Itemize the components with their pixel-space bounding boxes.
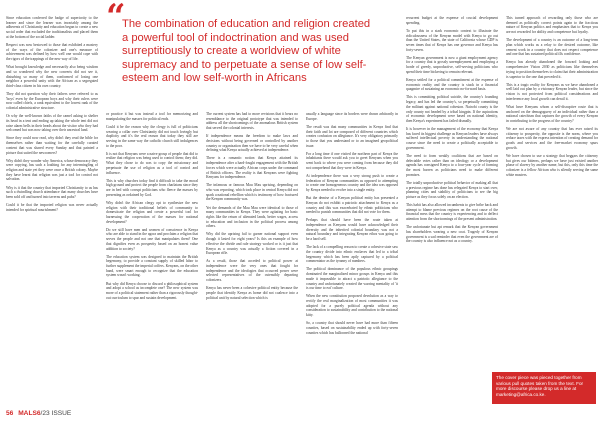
article-paragraph: It is not that Kenyans were a naive group of people that did to realize that religion was being used to control them; they did. What they chose to do was to copy the missionary and perpetuate the use of religion as a tool of control and influence. — [106, 151, 198, 175]
article-paragraph: usually a language since its borders were drawn arbitrarily in Europe. — [306, 112, 398, 121]
article-paragraph: When the new constitution proposed devolution as a way to rectify the real marginalization of most communities it was adopted for a purely political agenda without any consideration to sustainability and contribution to the national kitty. — [306, 294, 398, 318]
magazine-brand: MALS6 — [18, 410, 41, 417]
page-footer — [6, 409, 71, 419]
article-paragraph: To put this in a stark economic context to illustrate the ridiculousness of the Kenyan model with Kenya to go out than the United States, the state of California whose GDP is seven times that of Kenya has one governor and Kenya has forty-seven. — [406, 28, 498, 52]
column-6-paragraphs — [506, 16, 598, 177]
article-paragraph: The need to form weakly coalitions that are based on delectable votes rather than on ideology or a development agenda has consigned Kenya to a four-year cycle of forming the most barren as politicians need to make different promises. — [406, 153, 498, 177]
article-paragraph: Or why the well-known faiths of the camel asking to shelter its head in a tent and ending up taking the whole tent did not raise alarm bells in their heads about the visitor who they had welcomed but was now taking over their ancestral land. — [6, 114, 98, 133]
article-paragraph: But why did Kenya choose to discard a philosophical system and adopt a school as incomplete one? The new system was more of a political statement rather than a rigorously thought-out curriculum to spur and sustain development. — [106, 281, 198, 300]
quote-mark-icon: “ — [106, 0, 126, 37]
column-3-paragraphs — [206, 112, 298, 300]
column-1-paragraphs — [6, 16, 98, 212]
article-paragraph: So, a country that should never have had more than fifteen counties, based on sustainability ended up with forty-seven counties which has ballooned the national — [306, 321, 398, 335]
column-1 — [6, 16, 98, 400]
article-paragraph: The infamous or famous Mau Mau uprising, depending on who was reporting, which took place in central Kenya did not spark a national rebellion which is testimony of how fractured the Kenyan community was. — [206, 183, 298, 202]
column-3 — [206, 112, 298, 400]
cover-note-callout — [492, 372, 596, 404]
article-paragraph: This is why churches today find it difficult to take the moral high ground and protect the people from charlatans since they are in bed with corrupt politicians who fleece the masses by presenting as ordained by God. — [106, 178, 198, 197]
article-paragraph: or practice it but was instead a tool for memorizing and manipulating the masses for political ends. — [106, 112, 198, 121]
article-paragraph: The education system was designed to maintain the British hegemony, to provide a constant supply of skilled labor to further supplement the imperial coffers. Kenyans, on the other hand, were smart enough to recognize that the education system wasn't working. — [106, 254, 198, 278]
article-paragraph: If independence means the freedom to make laws and decisions without being governed or controlled by another country or organization then we have to be very careful when defining what Kenya actually achieved at independence. — [206, 134, 298, 153]
article-paragraph: This is committing political suicide, the country's founding legacy, and has led the country's, so perpetually committing the militant against national cohesion. Nairobi county is the only county not headed by a tribal kingpin. If the aspirations of economic development were based on national identity, then Kenya's experiment has failed dismally. — [406, 95, 498, 123]
article-paragraph: The current system has had to more revisions that it bears no resemblance to the original prototype that was intended to address all the shortcomings of the anomalous British system that served the colonial interests. — [206, 112, 298, 131]
article-paragraph: Since education conferred the badge of superiority to the learner and since the learner was invariably among the adherents of Christianity and education began to create a new social order that excluded the traditionalists and placed them at the bottom of the social ladder. — [6, 16, 98, 39]
pull-quote — [106, 0, 376, 108]
column-4-paragraphs — [306, 112, 398, 335]
article-paragraph: We are not aware of any country that has ever raised its citizenry to prosperity, the opposite is the norm, where you reduce taxes with the express intention of creating demand for goods and services and the free-market economy spurs growth. — [506, 127, 598, 150]
article-paragraph: This turned approach of rewarding only those who are deemed as politically correct points again to the fractious nature of Kenyan politics and emphasizes that to Kenya you are not rewarded for ability and competence but loyalty. — [506, 16, 598, 35]
article-paragraph: Perhaps that should have been the route taken at independence as Kenyans would have acknowledged their diversity and the inherited colonial boundary was not a natural boundary and integrating Kenyan ethos was going to be a hard sell. — [306, 218, 398, 242]
article-paragraph: For a long time if one visited the northern part of Kenya the inhabitants there would ask you to greet Kenyans when you went back to where you were coming from because they did not comprehend that they were in Kenya. — [306, 151, 398, 170]
article-paragraph: It is however in the management of the economy that Kenya has faced its biggest challenge as Kenyan leaders have always suffered intellectual poverty in understanding the national course since the need to create a politically acceptable to government. — [406, 127, 498, 150]
column-2 — [106, 112, 198, 400]
article-paragraph: Respect was now bestowed to those that exhibited a mastery of the ways of the colonizer and one's measure of achievement was defined by how well one would cope with the rigors of the trappings of the new way of life. — [6, 42, 98, 62]
article-paragraph: But the demise of a Kenyan political entity has presented a Kenyan do not exhibit a patriotic attachment to Kenya as a country and this was exacerbated by ethnic politicians who needed to punish communities that did not vote for them. — [306, 196, 398, 215]
article-paragraph: Yet the demands of the Mau Mau were identical to those of many communities in Kenya. They were agitating for basic rights like the return of alienated lands, better wages, access to education and inclusion in the political process among others. — [206, 205, 298, 229]
article-paragraph: We have chosen to use a strategy that beggars the citizenry but gives our bitterns, perhaps we have just existed another phase of slavery by another name, but this, only this time the colonizer is a fellow African who is silently serving the same white masters. — [506, 153, 598, 177]
article-paragraph: They did not question why their fathers were referred to as 'boys' even by the European boys and why their rulers were now called chiefs, a rank equivalent to the lowest rank of the colonial administrative structure. — [6, 92, 98, 111]
column-5-paragraphs — [406, 16, 498, 244]
column-5 — [406, 16, 498, 400]
article-paragraph: This is a tragic reality for Kenyans as we have abandoned a well laid out plan by a visionary Kenyan leader, but since the vision is not protected from political considerations and interference any local growth can derail it. — [506, 82, 598, 101]
article-paragraph: Why didn't the African clergy opt to synthesize the new religion with their traditional beliefs of community to domesticate the religion and create a powerful tool for harnessing the cooperation of the masses for national development? — [106, 200, 198, 224]
pull-quote-text: The combination of education and religion created a powerful tool of indoctrination and was used surreptitiously to create a worldview of white supremacy and to perpetuate a sense of low self-esteem and low self-worth in Africans — [122, 18, 371, 85]
page-number: 56 — [6, 410, 14, 417]
article-paragraph: Kenya settled for a political commitment at the expense of economic reality and the country is stuck in a financial quagmire of sustaining an economic no-forward basis. — [406, 77, 498, 92]
column-4 — [306, 112, 398, 400]
article-paragraph: recurrent budget at the expense of crucial development spending. — [406, 16, 498, 25]
column-2-paragraphs — [106, 112, 198, 300]
article-paragraph: Kenya has already abandoned the forward looking and comprehensive Vision 2030 as politicians like themselves trying to position themselves to claim that their administration is superior to the one that preceded it. — [506, 60, 598, 79]
issue-label: /23 ISSUE — [40, 410, 72, 417]
article-paragraph: At independence there was a very strong push to create a federation of Kenyan communities as opposed to attempting to create one homogeneous country and the idea was opposed by Kenya needed to evolve into a single entity. — [306, 173, 398, 193]
article-paragraph: The development of a country is an outcome of a long-term plan which works as a relay to the desired outcome, like cement work in a country that does not respect competence and one that has sustained political ills confidence. — [506, 38, 598, 57]
article-paragraph: Kenya has never been a cohesive political entity because the people that identify Kenya as home did not coalesce into a political unit by natural selection which is — [206, 286, 298, 300]
article-paragraph: As a result, those that acceded to political power at independence were the very ones that fought for independence and the ideologies that occurred power were selected representatives of the ostensibly departing colonizers. — [206, 259, 298, 283]
article-paragraph: The Kenyan government is now a giant employment agency for a country that is grossly unemployment and employing a horde of greedy, unproductive, self-serving politicians who spend their time bickering to remain relevant. — [406, 55, 498, 74]
article-paragraph: This habit has also allowed incumbents to give bribe back and attempt to blame previous regimes on the root cause of the financial mess that the country is experiencing and to deflect attention from the shortcomings of the present administration. — [406, 203, 498, 222]
cover-note-text: The cover piece was pieced together from various pull quotes taken from the text. For more discourse please drop us a line at marketing@africa.co.ke. — [496, 375, 584, 397]
article-paragraph: The result was that many communities in Kenya find that their faith and lot are composed of different countries which creates confusion on allegiance. It's very obligatory primarily to those that you understand or to an imagined geopolitical issue. — [306, 124, 398, 148]
article-paragraph: Why didn't they wonder why America, whose democracy they were copying, has such a loathing for any intermingling of religion and state yet they were once a British colony. Maybe they have learnt that religion was just a tool for control not salvation. — [6, 158, 98, 182]
article-paragraph: There is a romantic notion that Kenya attained its independence after a hard-fought engagement with the British forces which were actually African corps under the command of British officers. The reality is that Kenyans were fighting Kenyans for independence. — [206, 156, 298, 180]
column-6 — [506, 16, 598, 368]
article-paragraph: Why is it that the country that imported Christianity to us has such a dwindling church attendance that many churches have been sold off and turned into taverns and pubs? — [6, 185, 98, 199]
article-paragraph: Could it be that the imported religion was never actually intended for spiritual nourishment? — [6, 203, 98, 212]
article-paragraph: Since they could now read, why didn't they read the bible for themselves rather than waiting for the carefully curated content that was shared every Sunday and that painted a picture that suited the newcomers? — [6, 136, 98, 155]
article-paragraph: Why did the uprising fail to garner national support even though it lasted for eight years? Is this an example of how effective the divide and rule strategy worked or is it just that Kenya as a country was actually a fiction covered in a European rifle. — [206, 232, 298, 256]
article-paragraph: The lack of a compelling reason to create a cohesive state saw the country divide into ethnic enclaves that led to a tribal hegemony which has been aptly captured by a political commentator as the tyranny of numbers. — [306, 245, 398, 264]
article-paragraph: The totally unproductive political behavior of making all that a previous regime has done has relegated Kenya to start over, planning cities and stability of politicians to see the big picture as they focus solely on an election. — [406, 180, 498, 199]
article-paragraph: Could it be the reason why the clergy is full of politicians wearing a collar over Christianity did not touch lovingly but duplicity and it's the real reason that today they still are serving in the same way the catholic church still indulgences to the poor. — [106, 124, 198, 148]
article-paragraph: What have Kenyans whom a self-disruptive route that is anchored on the demagoguery of an individual rather than a national catechism that captures the growth of every Kenyan in contributing to the progress of the country? — [506, 104, 598, 123]
article-paragraph: Do we still have men and women of conscience in Kenya who are able to stand in the agora and proclaim a religion that serves the people and not one that manipulates them? One that dignifies even as prosperity based on an honest value addition to society? — [106, 227, 198, 251]
article-paragraph: The unfortunate but apt remark that the Kenyan government has shareholders wearing a new coat. Tragedy of Kenyan government is a sad reminder that even the government are of the country is also influence not as a country. — [406, 225, 498, 244]
article-paragraph: What brought knowledge and necessarily also being wisdom and so wondered why the new converts did not see it, disturbing so many of them, conformed of losing one neighbor a powerful unity with the African as a segregated third-class citizen in his own country. — [6, 65, 98, 88]
article-paragraph: The political dominance of the populous ethnic groupings dominated the marginalized minor groups in Kenya and this made it impossible to attract a patriotic allegiance to the country and unfortunately created the warring mentality of 'it is our time to eat' culture. — [306, 267, 398, 291]
